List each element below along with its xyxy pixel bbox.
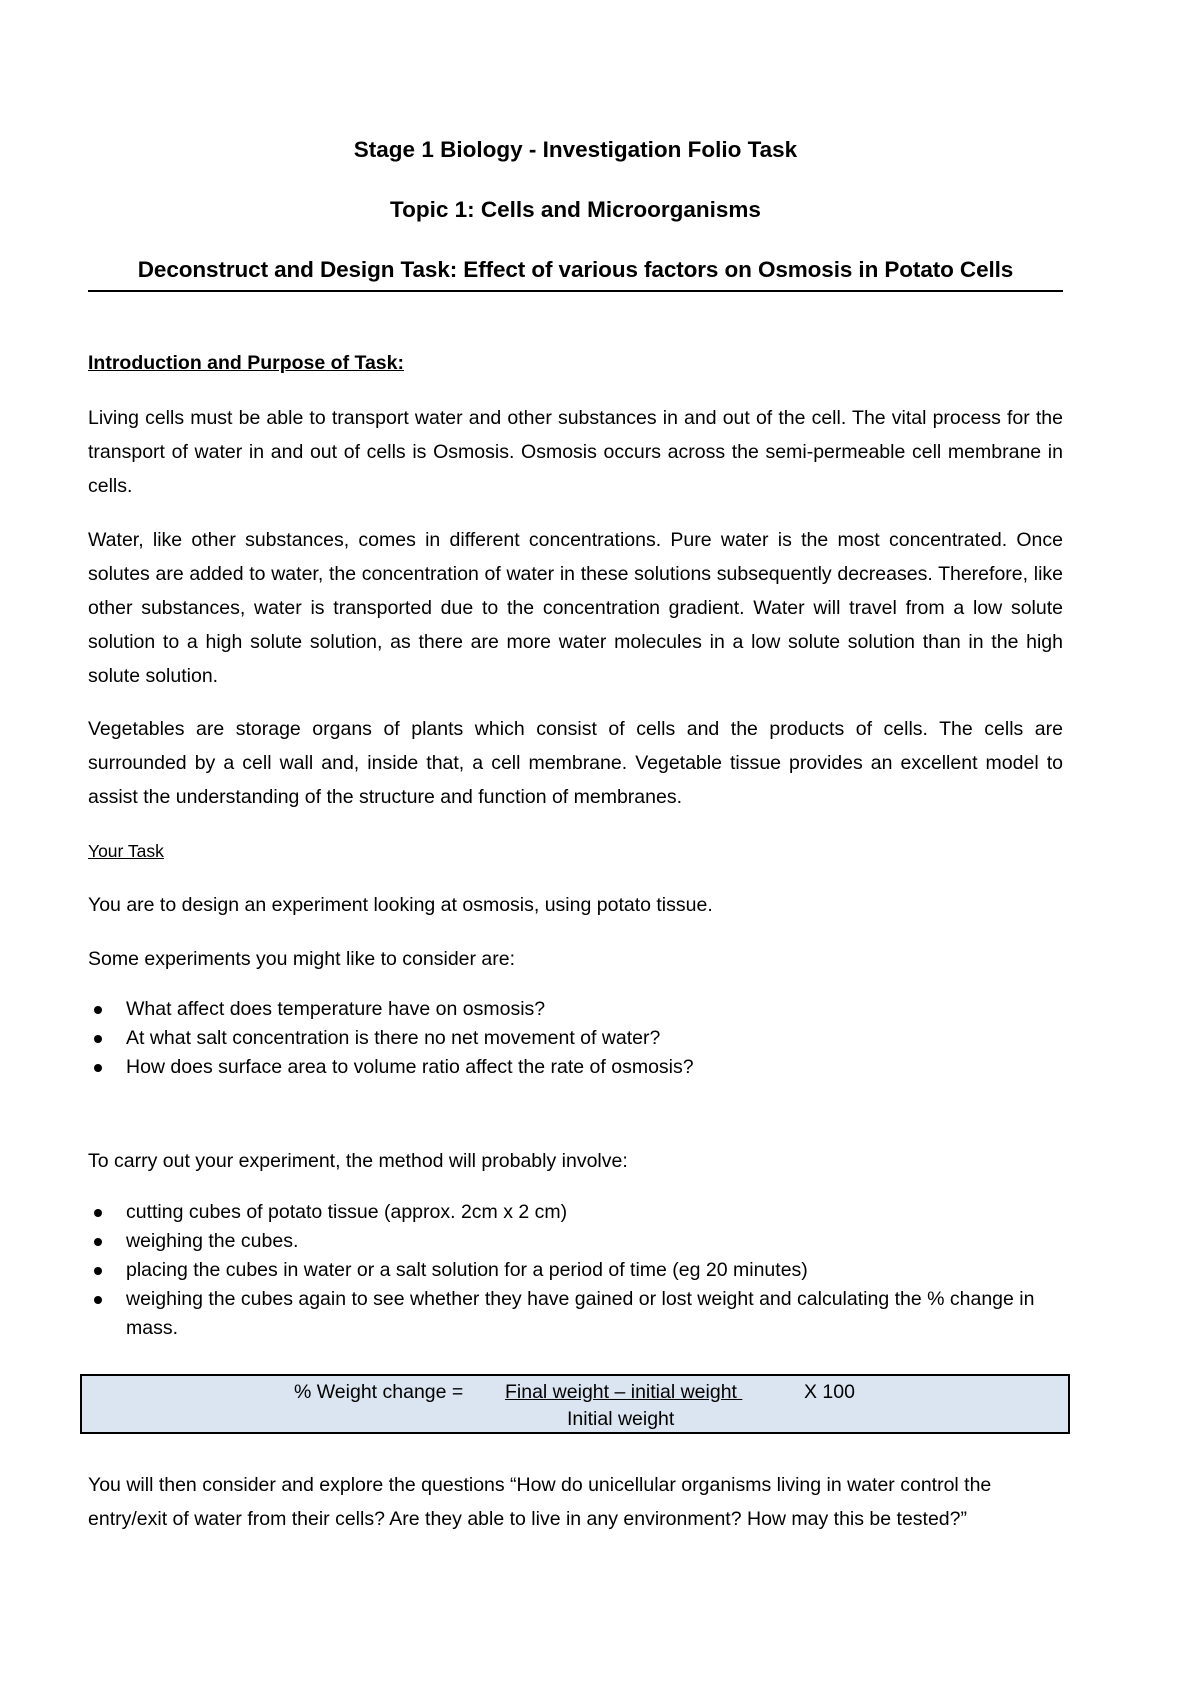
intro-paragraph-2: Water, like other substances, comes in different concentrations. Pure water is the most concentrated. Once solutes are added to water, the concentration of water in these solutions subsequently decreases. Therefore, like other substances, water is transported due to the concentration gradient. Water will travel from a low solute solution to a high solute solution, as there are more water molecules in a low solute solution than in the high solute solution. [88,529,1063,687]
list-item [88,995,1063,1024]
method-intro: To carry out your experiment, the method will probably involve: [88,1150,628,1172]
bullet-icon [94,1209,102,1217]
bullet-icon [94,1035,102,1043]
document-title: Stage 1 Biology - Investigation Folio Task [353,137,798,162]
intro-paragraph-3: Vegetables are storage organs of plants which consist of cells and the products of cells. The cells are surrounded by a cell wall and, inside that, a cell membrane. Vegetable tissue provides an excellent model to assist the understanding of the structure and function of membranes. [88,718,1063,808]
weight-change-formula-box [80,1374,1070,1434]
list-item-text: At what salt concentration is there no net movement of water? [126,1027,661,1049]
list-item [88,1285,1063,1343]
topic-heading: Topic 1: Cells and Microorganisms [390,197,761,222]
bullet-icon [94,1238,102,1246]
introduction-heading: Introduction and Purpose of Task: [88,352,404,374]
bullet-icon [94,1006,102,1014]
list-item-text: weighing the cubes again to see whether they have gained or lost weight and calculating the % change in mass. [126,1288,1035,1339]
bullet-icon [94,1267,102,1275]
formula-label: % Weight change = [294,1381,464,1403]
list-item-text: placing the cubes in water or a salt solution for a period of time (eg 20 minutes) [126,1259,808,1281]
list-item-text: cutting cubes of potato tissue (approx. 2cm x 2 cm) [126,1201,568,1223]
experiments-intro: Some experiments you might like to consider are: [88,948,516,970]
task-title: Deconstruct and Design Task: Effect of various factors on Osmosis in Potato Cells [88,256,1063,292]
task-intro: You are to design an experiment looking at osmosis, using potato tissue. [88,894,713,916]
formula-multiplier: X 100 [804,1381,855,1403]
list-item-text: What affect does temperature have on osmosis? [126,998,546,1020]
list-item-text: How does surface area to volume ratio affect the rate of osmosis? [126,1056,694,1078]
list-item [88,1053,1063,1082]
list-item [88,1227,1063,1256]
list-item [88,1198,1063,1227]
experiments-list [88,995,1063,1082]
bullet-icon [94,1296,102,1304]
intro-paragraph-1: Living cells must be able to transport water and other substances in and out of the cell. The vital process for the transport of water in and out of cells is Osmosis. Osmosis occurs across the semi-permeable cell membrane in cells. [88,407,1063,497]
closing-paragraph: You will then consider and explore the questions “How do unicellular organisms living in water control the entry/exit of water from their cells? Are they able to live in any environment? How may this be tested?” [88,1474,992,1530]
list-item-text: weighing the cubes. [126,1230,299,1252]
formula-denominator: Initial weight [567,1408,675,1430]
list-item [88,1024,1063,1053]
your-task-heading: Your Task [88,841,164,861]
list-item [88,1256,1063,1285]
method-steps-list [88,1198,1063,1343]
bullet-icon [94,1064,102,1072]
formula-numerator: Final weight – initial weight [505,1381,743,1403]
